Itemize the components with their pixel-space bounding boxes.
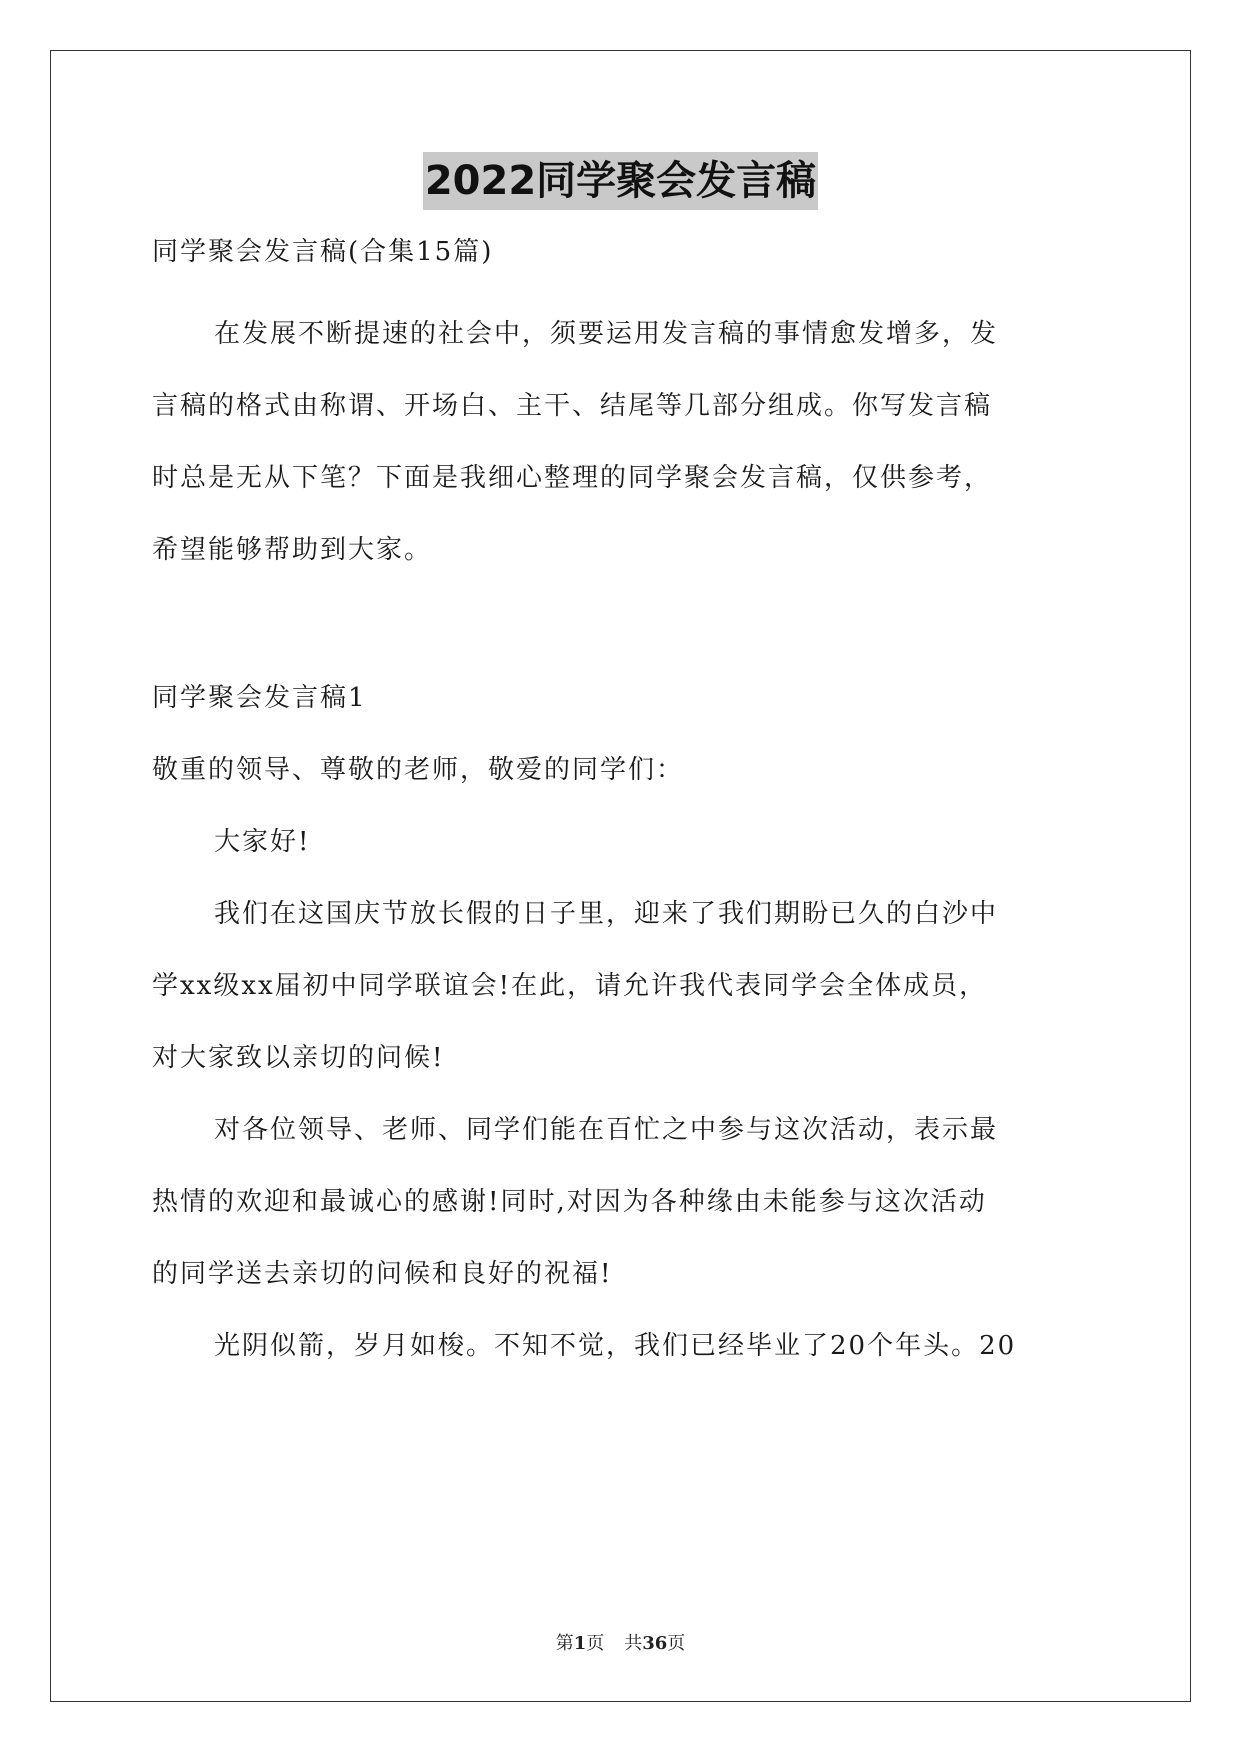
page-footer — [0, 1632, 1241, 1656]
document-title: 2022同学聚会发言稿 — [423, 152, 818, 210]
paragraph-line: 对大家致以亲切的问候! — [152, 1043, 445, 1073]
footer-page-suffix: 页 — [586, 1633, 605, 1654]
paragraph-line: 热情的欢迎和最诚心的感谢!同时,对因为各种缘由未能参与这次活动 — [152, 1187, 987, 1217]
greeting: 大家好! — [214, 827, 311, 857]
intro-line: 时总是无从下笔？下面是我细心整理的同学聚会发言稿，仅供参考， — [152, 463, 993, 493]
salutation: 敬重的领导、尊敬的老师，敬爱的同学们： — [152, 755, 685, 785]
paragraph-line: 光阴似箭，岁月如梭。不知不觉，我们已经毕业了20个年头。20 — [214, 1331, 1017, 1361]
intro-line: 言稿的格式由称谓、开场白、主干、结尾等几部分组成。你写发言稿 — [152, 391, 993, 421]
paragraph-line: 我们在这国庆节放长假的日子里，迎来了我们期盼已久的白沙中 — [214, 899, 999, 929]
section-heading: 同学聚会发言稿1 — [152, 683, 367, 713]
intro-line: 希望能够帮助到大家。 — [152, 535, 433, 565]
footer-prefix: 第 — [555, 1633, 574, 1654]
current-page-number: 1 — [573, 1633, 587, 1654]
paragraph-line: 的同学送去亲切的问候和良好的祝福! — [152, 1259, 613, 1289]
paragraph-line: 学xx级xx届初中同学联谊会!在此，请允许我代表同学会全体成员， — [152, 971, 988, 1001]
footer-total-prefix: 共 — [624, 1633, 643, 1654]
title-container — [0, 152, 1241, 210]
page-border — [50, 50, 1191, 1702]
intro-line: 在发展不断提速的社会中，须要运用发言稿的事情愈发增多，发 — [214, 319, 999, 349]
subtitle: 同学聚会发言稿(合集15篇) — [152, 237, 494, 267]
total-pages: 36 — [642, 1633, 668, 1654]
footer-total-suffix: 页 — [667, 1633, 686, 1654]
paragraph-line: 对各位领导、老师、同学们能在百忙之中参与这次活动，表示最 — [214, 1115, 999, 1145]
